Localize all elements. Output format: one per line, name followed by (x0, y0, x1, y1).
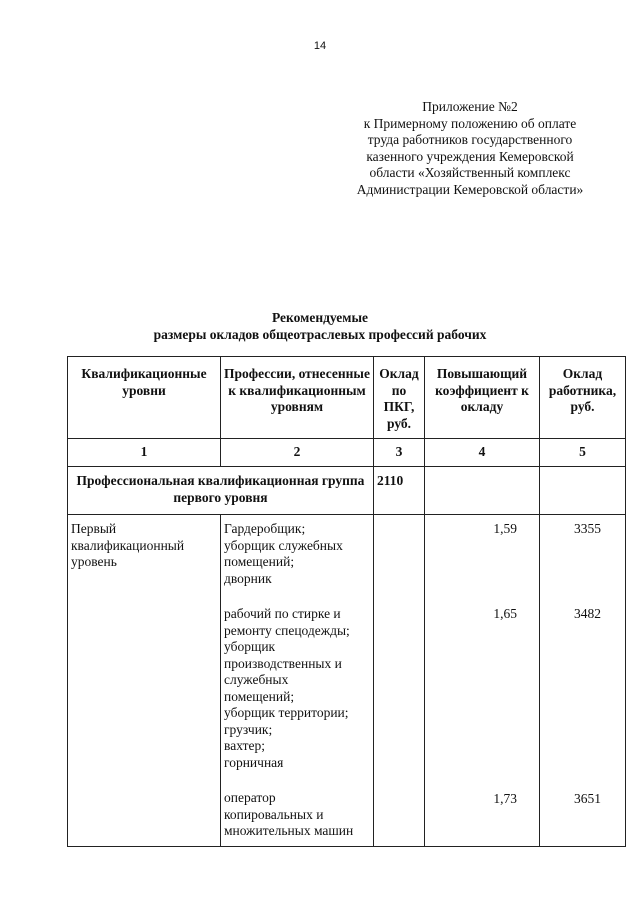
professions-cell (221, 515, 374, 847)
table-header-row (68, 357, 626, 439)
appendix-line: Приложение №2 (422, 99, 518, 114)
appendix-line: Администрации Кемеровской области» (356, 181, 584, 197)
appendix-line: казенного учреждения Кемеровской (366, 148, 574, 164)
header-cell-employee-salary: Оклад работника, руб. (540, 357, 626, 439)
appendix-line: области «Хозяйственный комплекс (369, 165, 571, 180)
empty-cell (540, 467, 626, 515)
column-number: 1 (68, 439, 221, 467)
group-base-salary: 2110 (374, 467, 425, 515)
header-cell-qualification-levels: Квалификационные уровни (68, 357, 221, 439)
salary-table (67, 356, 626, 847)
header-cell-base-salary: Оклад по ПКГ, руб. (374, 357, 425, 439)
table-title (0, 309, 640, 343)
page-number: 14 (313, 40, 327, 52)
employee-salary-value: 3355 (574, 521, 601, 536)
column-number: 3 (374, 439, 425, 467)
employee-salary-value: 3482 (574, 606, 601, 621)
coefficient-cell (425, 515, 540, 847)
column-number: 2 (221, 439, 374, 467)
employee-salary-value: 3651 (574, 791, 601, 806)
profession-list: рабочий по стирке и ремонту спецодежды; уборщик производственных и служебных помещений; уборщик территории; грузчик; вахтер; горничная (224, 606, 350, 770)
table-title-line: размеры окладов общеотраслевых профессий рабочих (153, 327, 487, 342)
group-name: Профессиональная квалификационная группа первого уровня (68, 467, 374, 515)
header-cell-professions: Профессии, отнесенные к квалификационным уровням (221, 357, 374, 439)
appendix-line: труда работников государственного (367, 132, 573, 147)
level-name: Первый квалификационный уровень (68, 515, 221, 847)
group-row (68, 467, 626, 515)
coefficient-value: 1,73 (493, 791, 517, 806)
employee-salary-cell (540, 515, 626, 847)
appendix-caption (330, 99, 610, 198)
column-number-row (68, 439, 626, 467)
profession-list: оператор копировальных и множительных машин (224, 790, 354, 838)
header-cell-coefficient: Повышающий коэффициент к окладу (425, 357, 540, 439)
appendix-line: к Примерному положению об оплате (363, 115, 577, 131)
column-number: 5 (540, 439, 626, 467)
empty-cell (374, 515, 425, 847)
empty-cell (425, 467, 540, 515)
level-row (68, 515, 626, 847)
coefficient-value: 1,59 (493, 521, 517, 536)
profession-list: Гардеробщик; уборщик служебных помещений; дворник (224, 521, 343, 586)
coefficient-value: 1,65 (493, 606, 517, 621)
column-number: 4 (425, 439, 540, 467)
table-title-line: Рекомендуемые (271, 310, 368, 325)
